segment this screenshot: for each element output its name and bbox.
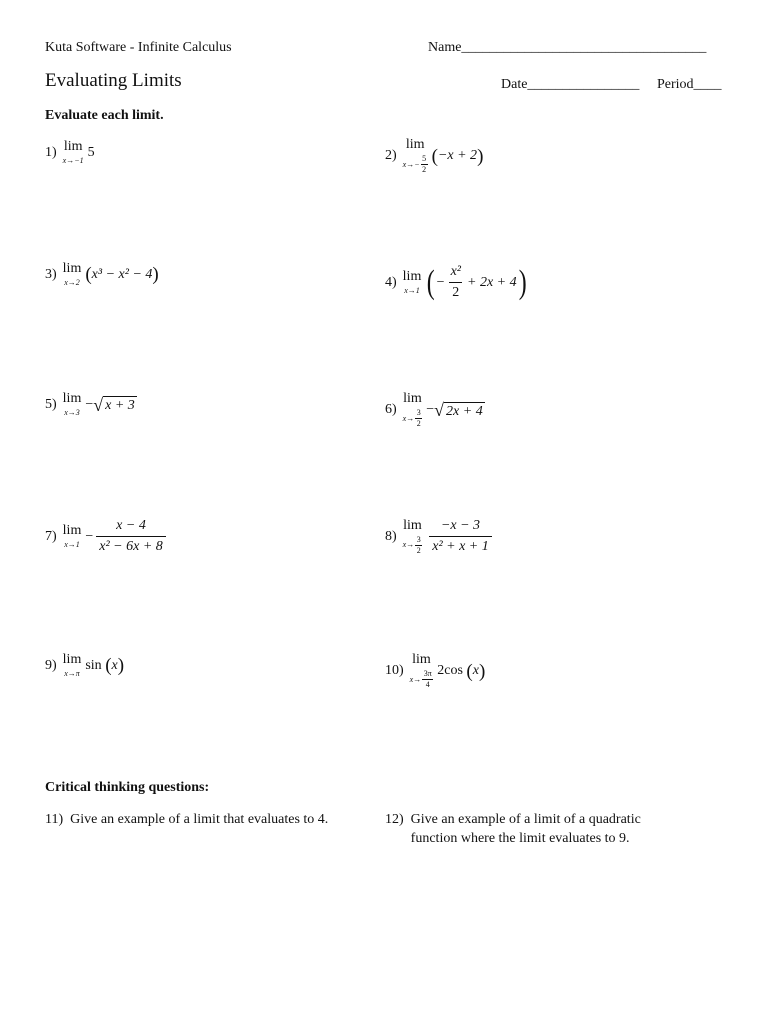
minus-sign: − (85, 528, 94, 544)
problem-5 (45, 392, 137, 417)
limit-operator: lim x→π (62, 652, 82, 678)
limit-operator: lim x→−1 (62, 139, 84, 165)
question-12 (385, 810, 641, 848)
expression: −x + 2 (437, 148, 478, 163)
limit-operator: lim x→ 3 2 (402, 517, 422, 555)
instructions: Evaluate each limit. (45, 108, 164, 123)
problem-1 (45, 140, 95, 165)
argument: x (111, 657, 118, 673)
function-name: sin (85, 657, 102, 673)
problem-9 (45, 653, 124, 678)
date-field[interactable]: Date________________ (501, 77, 640, 92)
left-paren: ( (466, 660, 473, 682)
expression: 5 (87, 144, 95, 160)
fraction: $\frac{x - 4}{\text{x² − 6x + 8}}$ (96, 518, 166, 555)
square-root: √ x + 3 (93, 394, 135, 415)
problem-3 (45, 262, 159, 287)
critical-thinking-heading: Critical thinking questions: (45, 780, 210, 795)
problem-number: 10) (385, 663, 404, 678)
right-paren: ) (478, 660, 486, 682)
right-paren: ) (518, 263, 527, 301)
right-paren: ) (477, 145, 484, 167)
problem-10 (385, 653, 485, 689)
problem-4 (385, 264, 528, 301)
problem-number: 7) (45, 528, 57, 544)
problem-number: 4) (385, 274, 397, 290)
function-name: 2cos (437, 663, 463, 678)
question-text-line-1: Give an example of a limit of a quadratic (410, 812, 641, 827)
question-11 (45, 810, 328, 829)
worksheet-title: Evaluating Limits (45, 70, 182, 91)
left-paren: ( (105, 655, 112, 676)
problem-number: 6) (385, 402, 397, 417)
problem-2 (385, 138, 483, 174)
limit-operator: lim x→ 3 2 (402, 391, 422, 428)
minus-sign: − (436, 274, 445, 290)
problem-6 (385, 392, 485, 428)
minus-sign: − (85, 396, 94, 412)
argument: x (472, 663, 479, 678)
problem-number: 2) (385, 148, 397, 163)
limit-operator: lim x→2 (62, 261, 82, 287)
expression: x³ − x² − 4 (91, 266, 153, 282)
period-field[interactable]: Period____ (657, 77, 722, 92)
limit-operator: lim x→1 (62, 523, 82, 550)
square-root: √ 2x + 4 (434, 400, 483, 420)
problem-number: 3) (45, 266, 57, 282)
name-field[interactable]: Name___________________________________ (428, 40, 707, 55)
limit-operator: lim x→ 3π 4 (409, 652, 432, 689)
problem-number: 5) (45, 396, 57, 412)
question-text: Give an example of a limit that evaluates to 4. (70, 812, 329, 827)
problem-7 (45, 518, 169, 555)
limit-operator: lim x→1 (402, 269, 422, 296)
right-paren: ) (117, 655, 125, 676)
software-label: Kuta Software - Infinite Calculus (45, 40, 232, 55)
problem-number: 1) (45, 144, 57, 160)
fraction: $\frac{-x - 3}{\text{x² + x + 1}}$ (429, 518, 492, 555)
question-number: 11) (45, 812, 64, 827)
question-number: 12) (385, 812, 404, 827)
left-paren: ( (431, 145, 438, 167)
question-text-line-2: function where the limit evaluates to 9. (410, 831, 630, 846)
expression-rest: + 2x + 4 (467, 274, 517, 290)
limit-operator: lim x→3 (62, 391, 82, 417)
problem-8 (385, 518, 495, 555)
minus-sign: − (426, 402, 435, 417)
left-paren: ( (85, 264, 92, 285)
problem-number: 8) (385, 528, 397, 544)
right-paren: ) (152, 264, 159, 285)
left-paren: ( (427, 263, 435, 301)
fraction: $\frac{\text{x²}}{2}$ (450, 264, 461, 301)
problem-number: 9) (45, 657, 57, 673)
limit-operator: lim x→− 5 2 (402, 137, 427, 174)
